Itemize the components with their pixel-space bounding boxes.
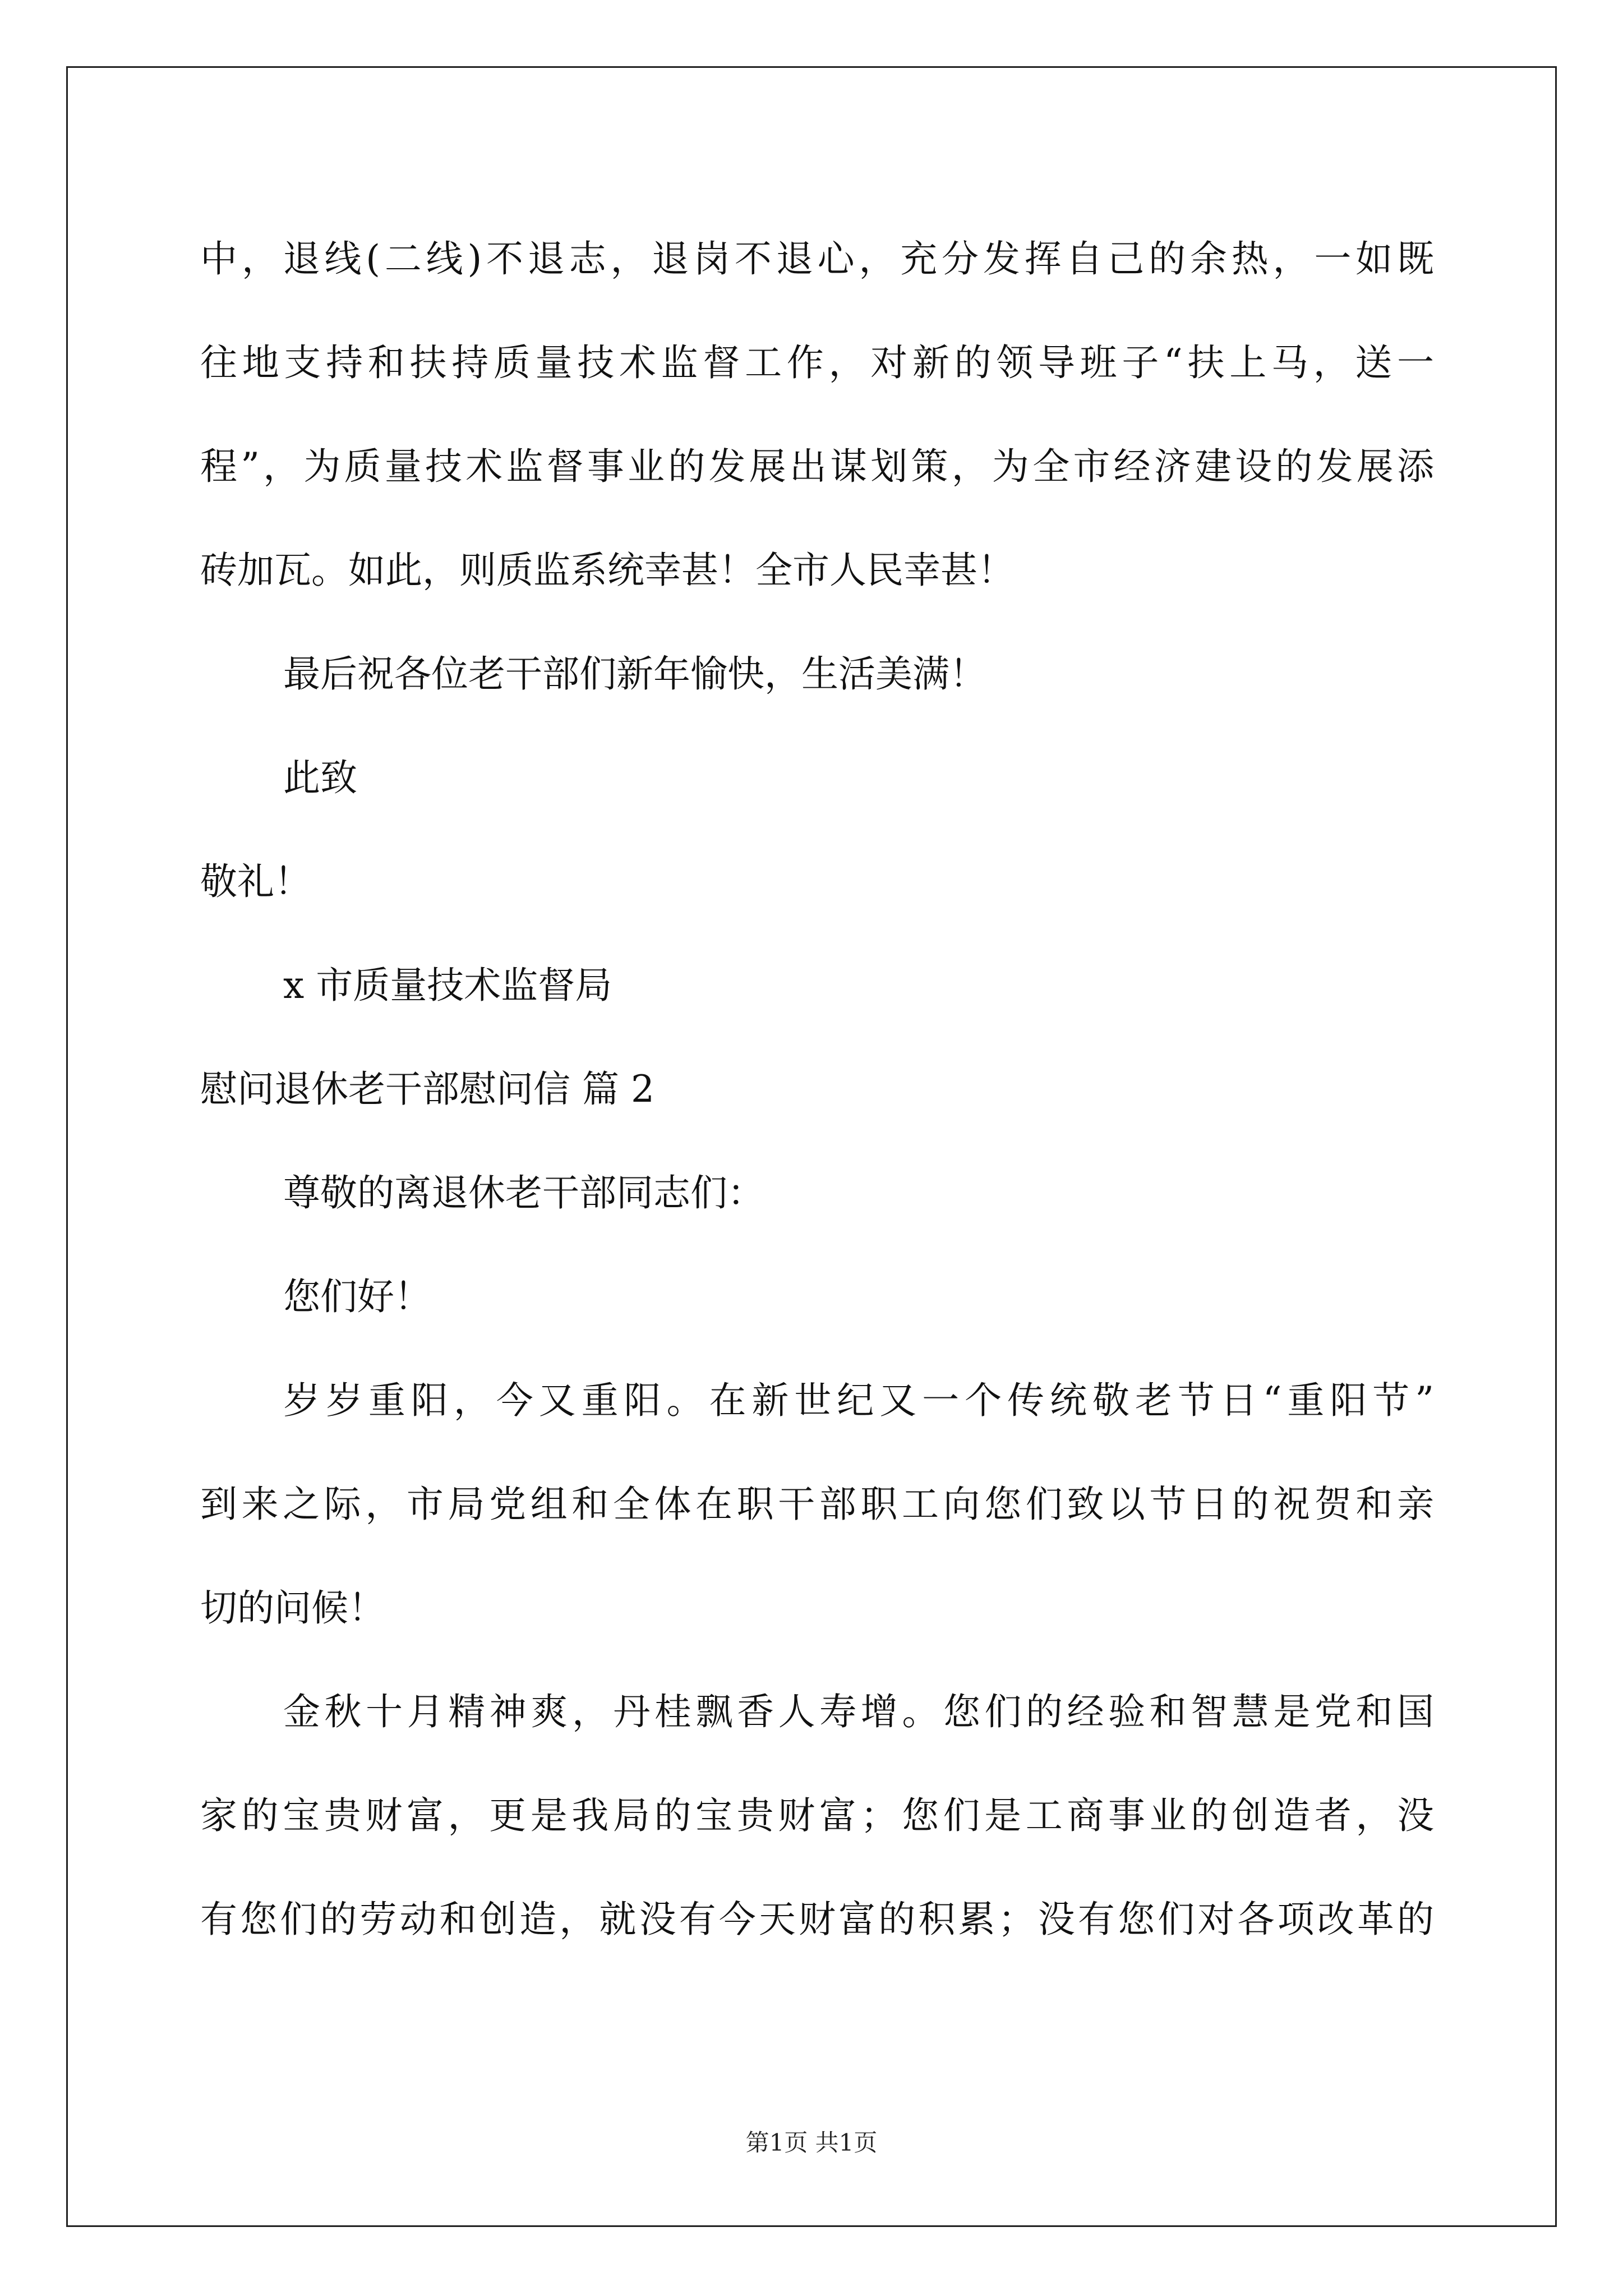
text-line: 最后祝各位老干部们新年愉快，生活美满！ [283, 652, 986, 696]
text-line: 切的问候！ [200, 1586, 385, 1630]
closing-salutation: 此致 [283, 756, 357, 799]
text-line: 到来之际，市局党组和全体在职干部职工向您们致以节日的祝贺和亲 [200, 1483, 1434, 1526]
greeting: 您们好！ [283, 1275, 431, 1318]
text-line: 砖加瓦。如此，则质监系统幸甚！全市人民幸甚！ [200, 549, 1015, 592]
closing-regards: 敬礼！ [200, 860, 311, 903]
text-line: 往地支持和扶持质量技术监督工作，对新的领导班子“扶上马，送一 [200, 341, 1434, 384]
text-line: 有您们的劳动和创造，就没有今天财富的积累；没有您们对各项改革的 [200, 1898, 1434, 1941]
document-body [200, 214, 1434, 1978]
signature-org: x 市质量技术监督局 [283, 964, 612, 1007]
greeting-addressee: 尊敬的离退休老干部同志们： [283, 1171, 764, 1214]
text-line: 岁岁重阳，今又重阳。在新世纪又一个传统敬老节日“重阳节” [283, 1379, 1434, 1422]
text-line: 中，退线(二线)不退志，退岗不退心，充分发挥自己的余热，一如既 [200, 237, 1434, 280]
text-line: 金秋十月精神爽，丹桂飘香人寿增。您们的经验和智慧是党和国 [283, 1690, 1434, 1733]
page-number-footer: 第1页 共1页 [745, 2129, 878, 2156]
section-title: 慰问退休老干部慰问信 篇 2 [200, 1068, 654, 1111]
text-line: 家的宝贵财富，更是我局的宝贵财富；您们是工商事业的创造者，没 [200, 1794, 1434, 1837]
text-line: 程”，为质量技术监督事业的发展出谋划策，为全市经济建设的发展添 [200, 445, 1434, 488]
